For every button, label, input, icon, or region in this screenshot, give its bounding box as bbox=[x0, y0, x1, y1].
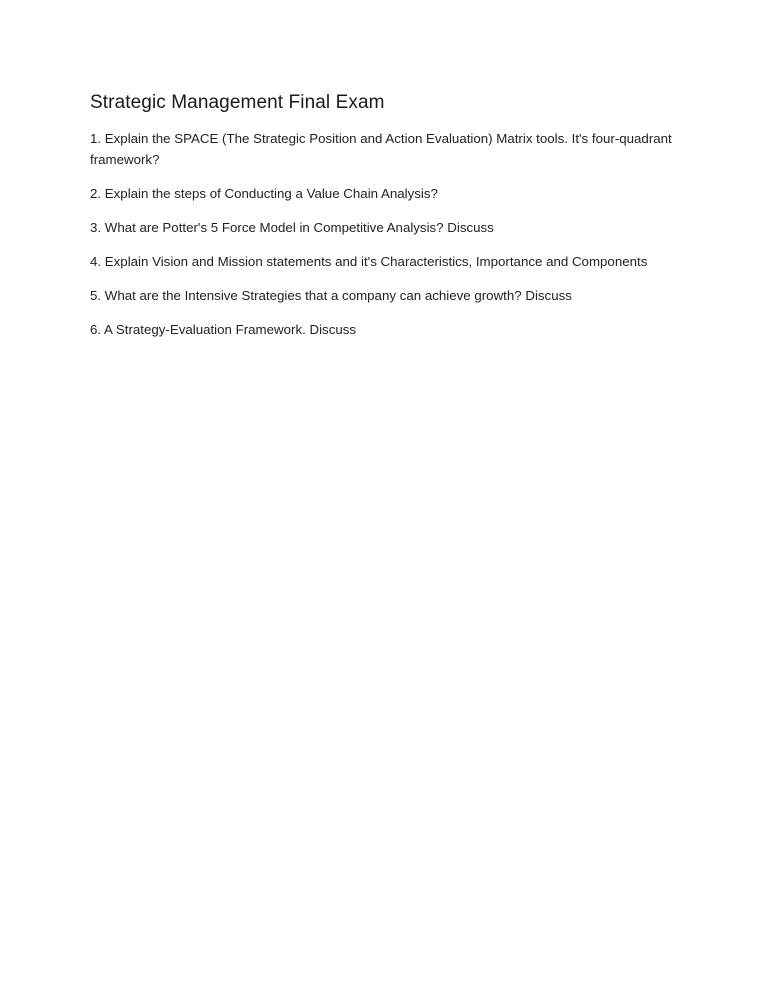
question-item-4: 4. Explain Vision and Mission statements and it's Characteristics, Importance and Components bbox=[90, 254, 648, 269]
document-title: Strategic Management Final Exam bbox=[90, 92, 385, 113]
document-content bbox=[90, 90, 678, 353]
question-list bbox=[90, 128, 678, 340]
question-item-5: 5. What are the Intensive Strategies that a company can achieve growth? Discuss bbox=[90, 288, 572, 303]
question-item-1: 1. Explain the SPACE (The Strategic Position and Action Evaluation) Matrix tools. It's four-quadrant framework? bbox=[90, 131, 672, 167]
question-item-2: 2. Explain the steps of Conducting a Value Chain Analysis? bbox=[90, 186, 438, 201]
question-item-6: 6. A Strategy-Evaluation Framework. Discuss bbox=[90, 322, 357, 337]
question-item-3: 3. What are Potter's 5 Force Model in Competitive Analysis? Discuss bbox=[90, 220, 494, 235]
